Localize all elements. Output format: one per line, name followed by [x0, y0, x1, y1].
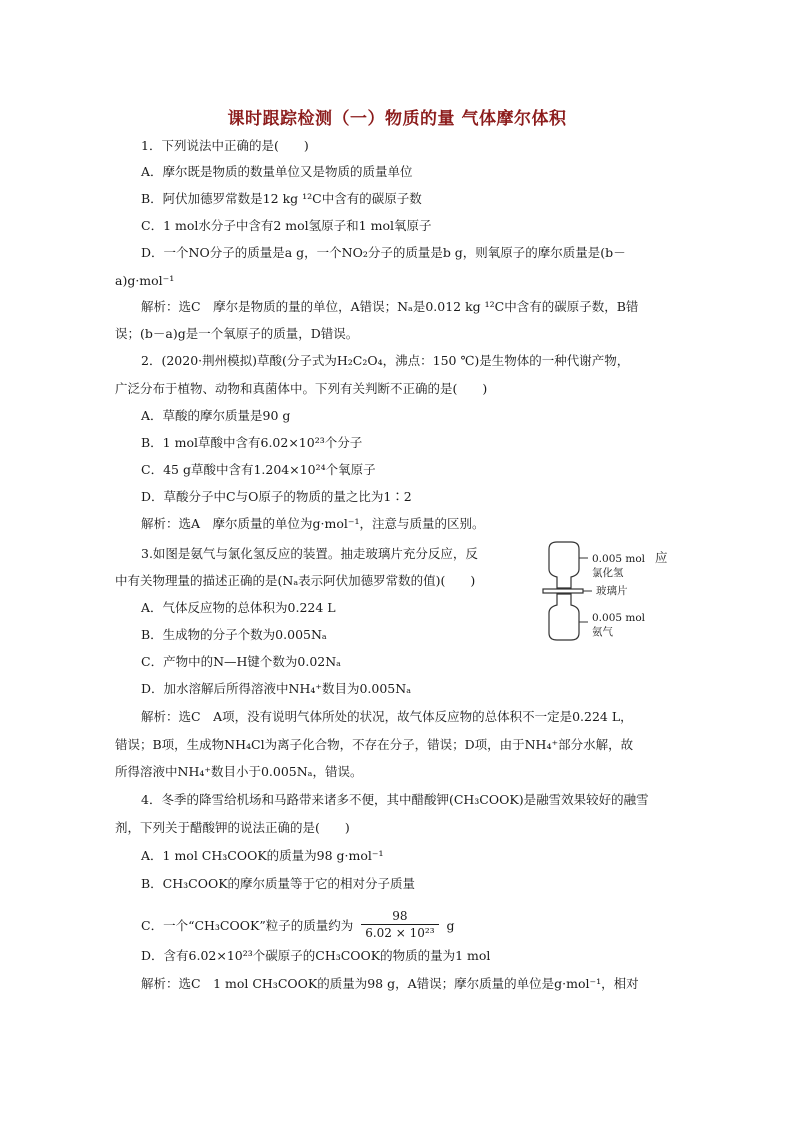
- mass-fraction: [361, 909, 438, 940]
- q3-explanation-cont-2: 所得溶液中NH₄⁺数目小于0.005Nₐ，错误。: [115, 764, 363, 779]
- q3-option-b: B．生成物的分子个数为0.005Nₐ: [141, 627, 327, 642]
- q3-stem-cont: 中有关物理量的描述正确的是(Nₐ表示阿伏加德罗常数的值)( ): [115, 573, 476, 588]
- q1-explanation: 解析：选C 摩尔是物质的量的单位，A错误；Nₐ是0.012 kg ¹²C中含有的碳原子数，B错: [141, 299, 639, 314]
- glass-plate: [543, 589, 583, 593]
- hcl-amount-label: 0.005 mol: [592, 553, 646, 565]
- q1-explanation-cont: 误；(b－a)g是一个氧原子的质量，D错误。: [115, 326, 359, 341]
- q2-option-b: B．1 mol草酸中含有6.02×10²³个分子: [141, 435, 363, 450]
- nh3-amount-label: 0.005 mol: [592, 612, 646, 624]
- q4-option-c-text: C．一个“CH₃COOK”粒子的质量约为: [141, 918, 354, 933]
- q4-explanation: 解析：选C 1 mol CH₃COOK的质量为98 g，A错误；摩尔质量的单位是g·mol⁻¹，相对: [141, 976, 639, 991]
- page-title: 课时跟踪检测（一）物质的量 气体摩尔体积: [227, 109, 567, 129]
- nh3-flask: [549, 594, 579, 640]
- q1-option-d: D．一个NO分子的质量是a g，一个NO₂分子的质量是b g，则氧原子的摩尔质量是(b－: [141, 245, 626, 260]
- q1-option-a: A．摩尔既是物质的数量单位又是物质的质量单位: [141, 164, 413, 179]
- apparatus-figure: [540, 540, 700, 642]
- fraction-numerator: 98: [361, 909, 438, 925]
- q3-explanation-cont-1: 错误；B项，生成物NH₄Cl为离子化合物，不存在分子，错误；D项，由于NH₄⁺部分水解，故: [115, 737, 634, 752]
- q3-stem: 3.如图是氨气与氯化氢反应的装置。抽走玻璃片充分反应，反: [141, 546, 478, 561]
- q1-stem: 1．下列说法中正确的是( ): [141, 138, 309, 153]
- q3-option-a: A．气体反应物的总体积为0.224 L: [141, 600, 336, 615]
- nh3-name-label: 氨气: [592, 626, 613, 638]
- q3-option-c: C．产物中的N—H键个数为0.02Nₐ: [141, 654, 341, 669]
- q2-stem: 2．(2020·荆州模拟)草酸(分子式为H₂C₂O₄，沸点：150 ℃)是生物体的一种代谢产物，: [141, 353, 630, 368]
- glass-plate-label: 玻璃片: [596, 585, 628, 597]
- q4-option-b: B．CH₃COOK的摩尔质量等于它的相对分子质量: [141, 876, 416, 891]
- fraction-denominator: 6.02 × 10²³: [365, 926, 435, 940]
- wrapped-char: 应: [655, 550, 668, 565]
- q4-stem: 4．冬季的降雪给机场和马路带来诸多不便，其中醋酸钾(CH₃COOK)是融雪效果较好的融雪: [141, 792, 649, 807]
- q3-explanation: 解析：选C A项，没有说明气体所处的状况，故气体反应物的总体积不一定是0.224 L，: [141, 709, 633, 724]
- q1-option-b: B．阿伏加德罗常数是12 kg ¹²C中含有的碳原子数: [141, 191, 422, 206]
- q4-option-a: A．1 mol CH₃COOK的质量为98 g·mol⁻¹: [141, 848, 384, 863]
- q4-stem-cont: 剂，下列关于醋酸钾的说法正确的是( ): [115, 820, 350, 835]
- q2-option-d: D．草酸分子中C与O原子的物质的量之比为1∶2: [141, 489, 412, 504]
- hcl-flask: [549, 542, 579, 588]
- hcl-name-label: 氯化氢: [592, 567, 624, 579]
- q4-option-d: D．含有6.02×10²³个碳原子的CH₃COOK的物质的量为1 mol: [141, 948, 491, 963]
- q2-option-a: A．草酸的摩尔质量是90 g: [141, 408, 291, 423]
- q2-stem-cont: 广泛分布于植物、动物和真菌体中。下列有关判断不正确的是( ): [115, 381, 488, 396]
- q2-explanation: 解析：选A 摩尔质量的单位为g·mol⁻¹，注意与质量的区别。: [141, 516, 485, 531]
- q1-option-c: C．1 mol水分子中含有2 mol氢原子和1 mol氧原子: [141, 218, 432, 233]
- q2-option-c: C．45 g草酸中含有1.204×10²⁴个氧原子: [141, 462, 376, 477]
- fraction-unit: g: [446, 918, 455, 933]
- q4-option-c: [141, 911, 455, 942]
- q3-option-d: D．加水溶解后所得溶液中NH₄⁺数目为0.005Nₐ: [141, 681, 412, 696]
- q1-option-d-cont: a)g·mol⁻¹: [115, 273, 175, 288]
